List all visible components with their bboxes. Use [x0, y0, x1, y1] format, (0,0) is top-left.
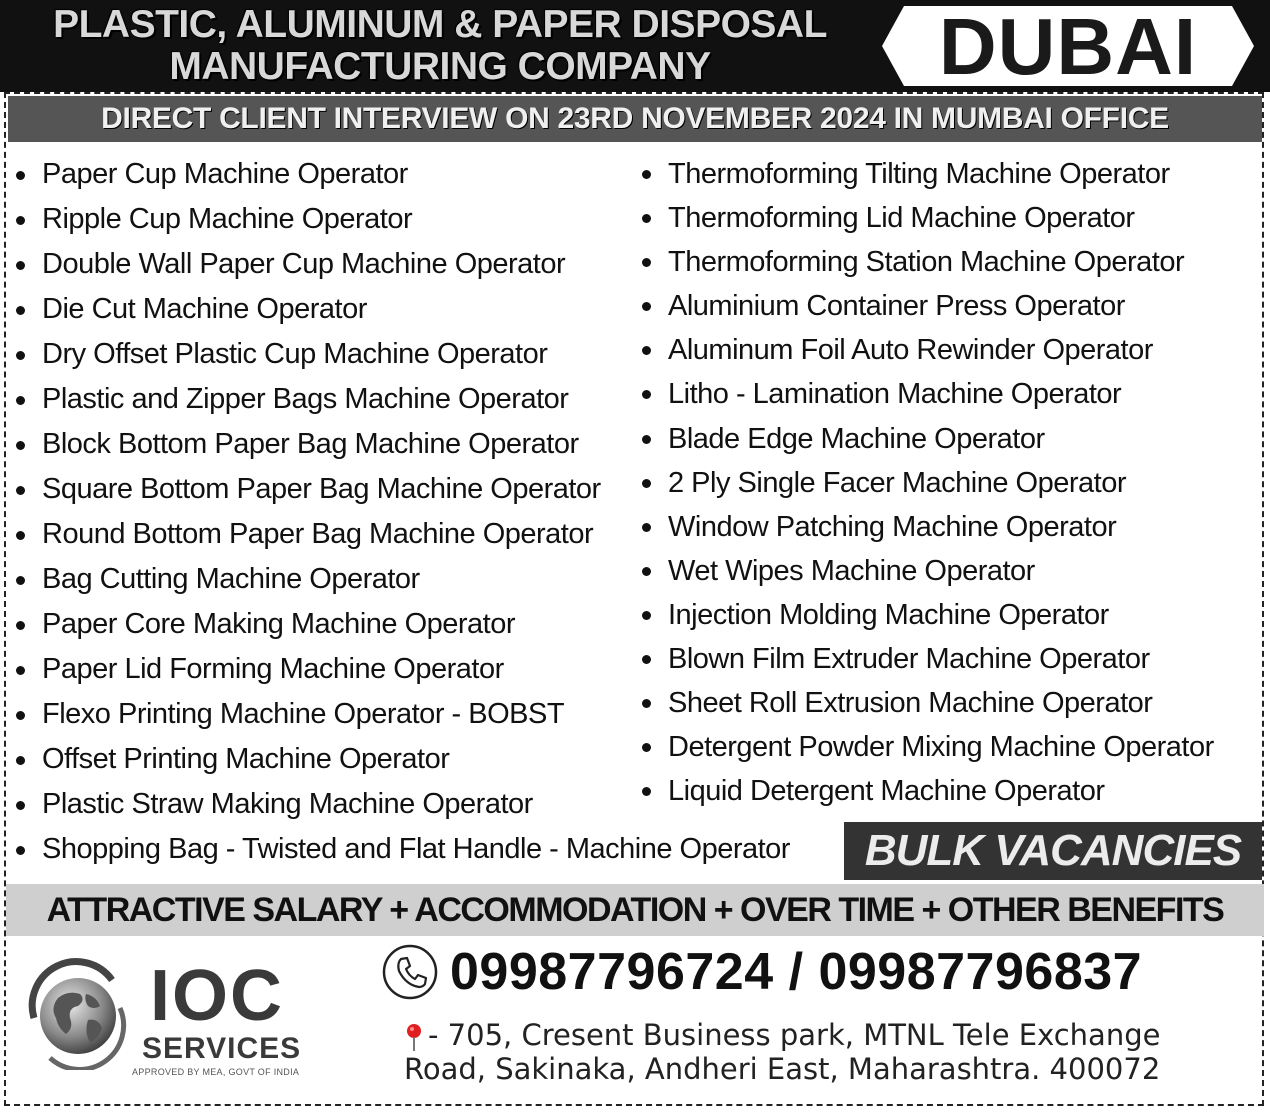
- city-name: DUBAI: [938, 2, 1198, 91]
- job-item: Wet Wipes Machine Operator: [642, 549, 1214, 593]
- job-item: Thermoforming Lid Machine Operator: [642, 196, 1214, 240]
- bulk-vacancies-badge: BULK VACANCIES: [844, 822, 1262, 880]
- phone-icon: [382, 944, 438, 1000]
- job-item: Blown Film Extruder Machine Operator: [642, 637, 1214, 681]
- city-badge: [882, 2, 1254, 91]
- job-item: Litho - Lamination Machine Operator: [642, 372, 1214, 416]
- job-item: Aluminium Container Press Operator: [642, 284, 1214, 328]
- job-item: Paper Lid Forming Machine Operator: [16, 647, 790, 692]
- job-item: Offset Printing Machine Operator: [16, 737, 790, 782]
- job-item: Plastic and Zipper Bags Machine Operator: [16, 377, 790, 422]
- ioc-logo: [20, 956, 330, 1084]
- address: [404, 1018, 1254, 1086]
- job-item: Blade Edge Machine Operator: [642, 417, 1214, 461]
- company-title-line2: MANUFACTURING COMPANY: [169, 45, 711, 88]
- job-item: Thermoforming Tilting Machine Operator: [642, 152, 1214, 196]
- company-title: [10, 4, 870, 88]
- job-item: Bag Cutting Machine Operator: [16, 557, 790, 602]
- job-item: Plastic Straw Making Machine Operator: [16, 782, 790, 827]
- job-item: Flexo Printing Machine Operator - BOBST: [16, 692, 790, 737]
- job-item: Window Patching Machine Operator: [642, 505, 1214, 549]
- job-item: Block Bottom Paper Bag Machine Operator: [16, 422, 790, 467]
- job-item: 2 Ply Single Facer Machine Operator: [642, 461, 1214, 505]
- benefits-banner: ATTRACTIVE SALARY + ACCOMMODATION + OVER TIME + OTHER BENEFITS: [6, 884, 1264, 936]
- job-item: Double Wall Paper Cup Machine Operator: [16, 242, 790, 287]
- job-list-right: [642, 152, 1214, 813]
- address-line1: - 705, Cresent Business park, MTNL Tele Exchange: [428, 1018, 1161, 1052]
- job-item: Detergent Powder Mixing Machine Operator: [642, 725, 1214, 769]
- company-title-line1: PLASTIC, ALUMINUM & PAPER DISPOSAL: [53, 3, 827, 46]
- job-item: Square Bottom Paper Bag Machine Operator: [16, 467, 790, 512]
- job-item: Die Cut Machine Operator: [16, 287, 790, 332]
- logo-name: IOC: [150, 956, 285, 1036]
- job-item: Paper Core Making Machine Operator: [16, 602, 790, 647]
- globe-icon: [20, 958, 132, 1070]
- job-item: Liquid Detergent Machine Operator: [642, 769, 1214, 813]
- logo-approval: APPROVED BY MEA, GOVT OF INDIA: [132, 1067, 300, 1077]
- job-item: Ripple Cup Machine Operator: [16, 197, 790, 242]
- job-item: Paper Cup Machine Operator: [16, 152, 790, 197]
- job-item: Sheet Roll Extrusion Machine Operator: [642, 681, 1214, 725]
- job-item: Dry Offset Plastic Cup Machine Operator: [16, 332, 790, 377]
- logo-services: SERVICES: [142, 1032, 302, 1065]
- job-item: Thermoforming Station Machine Operator: [642, 240, 1214, 284]
- job-item: Aluminum Foil Auto Rewinder Operator: [642, 328, 1214, 372]
- job-item: Round Bottom Paper Bag Machine Operator: [16, 512, 790, 557]
- interview-notice: DIRECT CLIENT INTERVIEW ON 23RD NOVEMBER 2024 IN MUMBAI OFFICE: [8, 96, 1262, 142]
- job-item: Injection Molding Machine Operator: [642, 593, 1214, 637]
- address-line2: Road, Sakinaka, Andheri East, Maharashtra. 400072: [404, 1052, 1161, 1086]
- phone-numbers[interactable]: 09987796724 / 09987796837: [450, 943, 1143, 1001]
- job-item: Shopping Bag - Twisted and Flat Handle - Machine Operator: [16, 827, 790, 872]
